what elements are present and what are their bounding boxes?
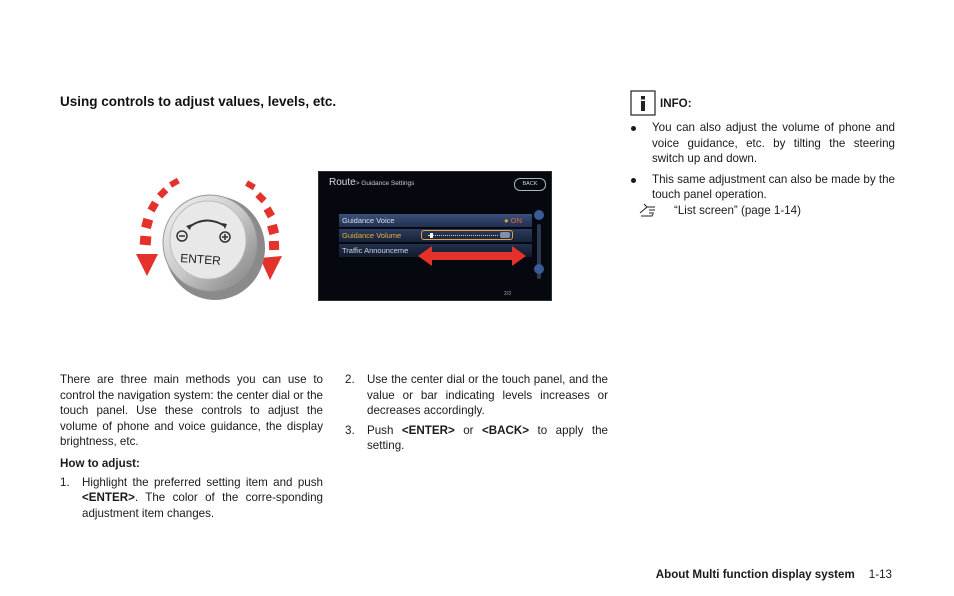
step-1: 1. Highlight the preferred setting item and push <ENTER>. The color of the corre-sponding adjustment item changes.	[60, 475, 323, 520]
dial-enter-label: ENTER	[179, 251, 222, 268]
info-bullet: This same adjustment can also be made by the touch panel operation.	[630, 172, 895, 203]
info-icon	[630, 90, 656, 116]
page-reference: “List screen” (page 1-14)	[630, 203, 895, 219]
volume-bar[interactable]	[421, 230, 513, 240]
intro-paragraph: There are three main methods you can use to control the navigation system: the center dial or the touch panel. Use these controls to adjust the volume of phone and voice guidance, the display brightness, etc.	[60, 373, 323, 449]
page-footer	[656, 568, 892, 581]
step-2: 2. Use the center dial or the touch panel, and the value or bar indicating levels increases or decreases accordingly.	[345, 373, 608, 418]
guidance-settings-screen	[318, 171, 552, 301]
footer-section-title: About Multi function display system	[655, 568, 855, 581]
info-title: INFO:	[660, 97, 692, 110]
middle-column	[345, 372, 608, 458]
screen-scrollbar[interactable]	[533, 192, 547, 292]
screen-title: Route> Guidance Settings	[329, 177, 415, 188]
screen-row-guidance-voice[interactable]: Guidance Voice ● ON	[339, 214, 532, 227]
step-3: 3. Push <ENTER> or <BACK> to apply the setting.	[345, 423, 608, 453]
section-heading: Using controls to adjust values, levels, etc.	[60, 94, 337, 109]
back-key-label: <BACK>	[482, 423, 530, 437]
screen-back-button[interactable]: BACK	[514, 178, 546, 191]
screen-row-guidance-volume[interactable]: Guidance Volume	[339, 229, 532, 242]
screen-page-indicator: 2/3	[504, 291, 511, 297]
pointing-hand-icon	[638, 203, 658, 219]
double-arrow-icon	[418, 246, 526, 266]
page-number: 1-13	[868, 568, 892, 581]
enter-key-label: <ENTER>	[82, 491, 135, 505]
how-to-adjust-heading: How to adjust:	[60, 456, 140, 470]
left-column	[60, 372, 323, 525]
info-bullet: You can also adjust the volume of phone and voice guidance, etc. by tilting the steering switch up and down.	[630, 120, 895, 167]
screen-row-traffic-announcement[interactable]: Traffic Announceme	[339, 244, 532, 257]
center-dial-illustration	[130, 170, 290, 310]
info-note	[630, 90, 895, 219]
enter-key-label: <ENTER>	[401, 423, 455, 437]
